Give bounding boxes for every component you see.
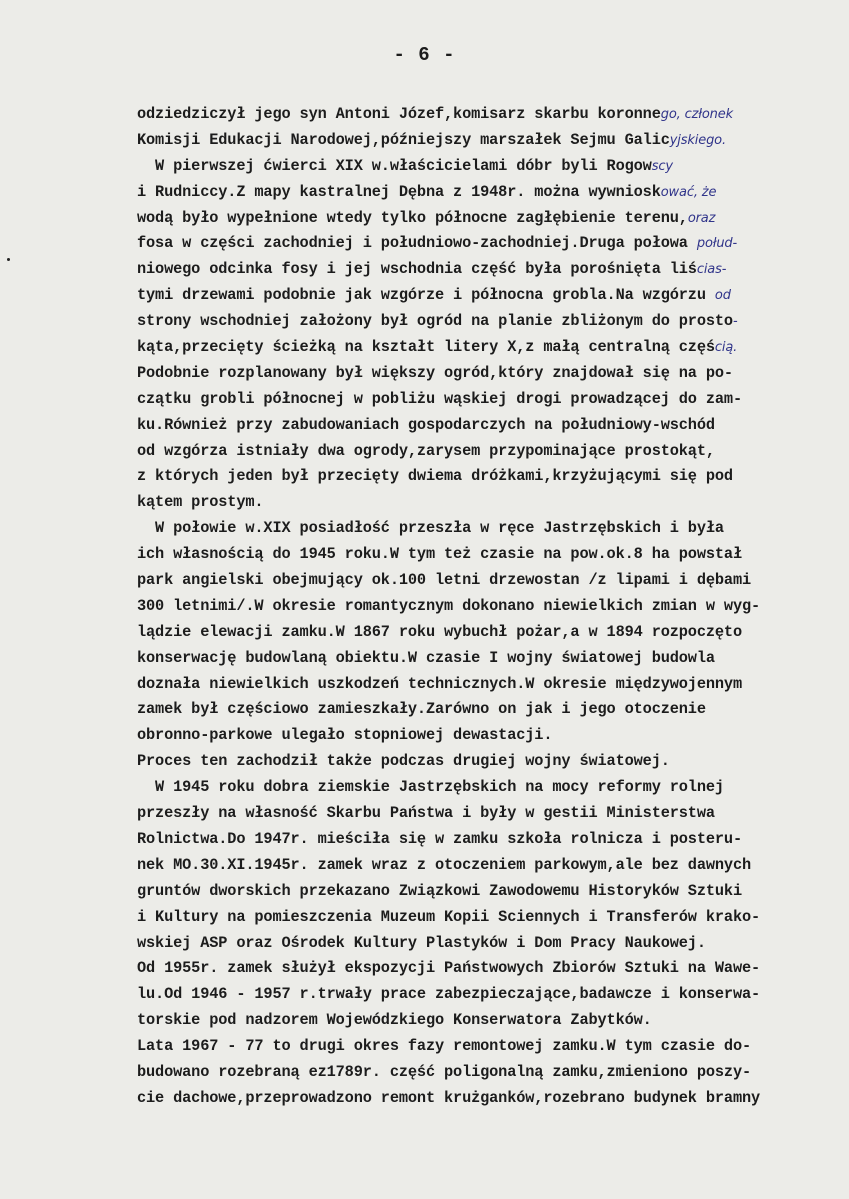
- handwritten-note: połud-: [696, 236, 738, 252]
- text-line: [137, 490, 837, 516]
- typed-text: Lata 1967 - 77 to drugi okres fazy remontowej zamku.W tym czasie do-: [137, 1037, 752, 1056]
- typed-text: W 1945 roku dobra ziemskie Jastrzębskich na mocy reformy rolnej: [137, 778, 724, 797]
- typed-text: cie dachowe,przeprowadzono remont krużganków,rozebrano budynek bramny: [137, 1088, 761, 1107]
- handwritten-note: -: [732, 314, 738, 330]
- handwritten-note: scy: [651, 158, 673, 174]
- text-line: [137, 905, 837, 931]
- text-line: [137, 594, 837, 620]
- typed-text: kątem prostym.: [137, 493, 264, 512]
- typed-text: ich własnością do 1945 roku.W tym też czasie na pow.ok.8 ha powstał: [137, 545, 742, 564]
- handwritten-note: cias-: [696, 262, 727, 278]
- typed-text: z których jeden był przecięty dwiema dróżkami,krzyżującymi się pod: [137, 467, 733, 486]
- text-line: [137, 335, 837, 361]
- text-line: [137, 542, 837, 568]
- text-line: [137, 697, 837, 723]
- text-line: [137, 283, 837, 309]
- handwritten-note: oraz: [687, 210, 716, 226]
- typed-text: kąta,przecięty ścieżką na kształt litery X,z małą centralną częś: [137, 338, 715, 357]
- typed-text: strony wschodniej założony był ogród na planie zbliżonym do prosto: [137, 312, 733, 331]
- typed-text: Proces ten zachodził także podczas drugiej wojny światowej.: [137, 752, 670, 771]
- text-line: [137, 154, 837, 180]
- text-line: [137, 672, 837, 698]
- handwritten-note: cią.: [714, 340, 738, 356]
- text-line: [137, 723, 837, 749]
- typed-text: 300 letnimi/.W okresie romantycznym dokonano niewielkich zmian w wyg-: [137, 596, 761, 615]
- typed-text: Rolnictwa.Do 1947r. mieściła się w zamku szkoła rolnicza i posteru-: [137, 829, 742, 848]
- page-number: - 6 -: [393, 44, 456, 66]
- text-line: [137, 231, 837, 257]
- handwritten-note: go, członek: [660, 107, 733, 122]
- typed-text: doznała niewielkich uszkodzeń technicznych.W okresie międzywojennym: [137, 674, 742, 693]
- typed-text: odziedziczył jego syn Antoni Józef,komisarz skarbu koronne: [137, 105, 661, 123]
- margin-mark: [7, 258, 10, 261]
- text-line: [137, 464, 837, 490]
- handwritten-note: od: [714, 288, 731, 304]
- typed-text: wskiej ASP oraz Ośrodek Kultury Plastyków i Dom Pracy Naukowej.: [137, 933, 706, 952]
- typed-text: budowano rozebraną ez1789r. część poligonalną zamku,zmieniono poszy-: [137, 1062, 752, 1081]
- typed-text: wodą było wypełnione wtedy tylko północne zagłębienie terenu,: [137, 208, 688, 227]
- text-line: [137, 309, 837, 335]
- text-line: [137, 1008, 837, 1034]
- text-line: [137, 180, 837, 206]
- text-line: [137, 439, 837, 465]
- typed-text: przeszły na własność Skarbu Państwa i były w gestii Ministerstwa: [137, 804, 715, 823]
- typed-text: W pierwszej ćwierci XIX w.właścicielami dóbr byli Rogow: [137, 156, 652, 175]
- typed-text: Od 1955r. zamek służył ekspozycji Państwowych Zbiorów Sztuki na Wawe-: [137, 959, 761, 978]
- typed-text: i Kultury na pomieszczenia Muzeum Kopii Sciennych i Transferów krako-: [137, 907, 761, 926]
- typed-text: torskie pod nadzorem Wojewódzkiego Konserwatora Zabytków.: [137, 1011, 652, 1030]
- text-line: [137, 853, 837, 879]
- typed-text: lu.Od 1946 - 1957 r.trwały prace zabezpieczające,badawcze i konserwa-: [137, 985, 761, 1004]
- typed-text: Komisji Edukacji Narodowej,późniejszy marszałek Sejmu Galic: [137, 130, 670, 149]
- text-line: [137, 1060, 837, 1086]
- text-line: [137, 775, 837, 801]
- text-line: [137, 620, 837, 646]
- typed-text: fosa w części zachodniej i południowo-zachodniej.Druga połowa: [137, 234, 697, 253]
- text-line: [137, 749, 837, 775]
- typed-text: park angielski obejmujący ok.100 letni drzewostan /z lipami i dębami: [137, 571, 752, 590]
- text-line: [137, 102, 837, 128]
- typed-text: zamek był częściowo zamieszkały.Zarówno on jak i jego otoczenie: [137, 700, 706, 719]
- handwritten-note: yjskiego.: [669, 132, 726, 148]
- text-line: [137, 646, 837, 672]
- text-line: [137, 413, 837, 439]
- text-line: [137, 931, 837, 957]
- typed-text: niowego odcinka fosy i jej wschodnia część była porośnięta liś: [137, 260, 697, 279]
- text-line: [137, 879, 837, 905]
- text-line: [137, 801, 837, 827]
- typed-text: Podobnie rozplanowany był większy ogród,który znajdował się na po-: [137, 363, 733, 382]
- handwritten-note: ować, że: [660, 184, 717, 200]
- text-line: [137, 956, 837, 982]
- typed-text: W połowie w.XIX posiadłość przeszła w ręce Jastrzębskich i była: [137, 519, 724, 538]
- text-line: [137, 1034, 837, 1060]
- typed-text: od wzgórza istniały dwa ogrody,zarysem przypominające prostokąt,: [137, 441, 715, 460]
- text-line: [137, 568, 837, 594]
- text-line: [137, 387, 837, 413]
- text-line: [137, 516, 837, 542]
- text-line: [137, 257, 837, 283]
- text-line: [137, 1086, 837, 1112]
- typed-body-text: [137, 102, 837, 1112]
- typed-text: konserwację budowlaną obiektu.W czasie I wojny światowej budowla: [137, 648, 715, 667]
- text-line: [137, 982, 837, 1008]
- typed-text: nek MO.30.XI.1945r. zamek wraz z otoczeniem parkowym,ale bez dawnych: [137, 855, 752, 874]
- typed-text: lądzie elewacji zamku.W 1867 roku wybuchł pożar,a w 1894 rozpoczęto: [137, 622, 742, 641]
- typed-text: czątku grobli północnej w pobliżu wąskiej drogi prowadzącej do zam-: [137, 389, 742, 408]
- text-line: [137, 827, 837, 853]
- typed-text: tymi drzewami podobnie jak wzgórze i północna grobla.Na wzgórzu: [137, 286, 715, 305]
- text-line: [137, 128, 837, 154]
- typed-text: i Rudniccy.Z mapy kastralnej Dębna z 1948r. można wywniosk: [137, 182, 661, 201]
- typed-text: gruntów dworskich przekazano Związkowi Zawodowemu Historyków Sztuki: [137, 881, 742, 900]
- text-line: [137, 206, 837, 232]
- typed-text: ku.Również przy zabudowaniach gospodarczych na południowy-wschód: [137, 415, 715, 434]
- text-line: [137, 361, 837, 387]
- typed-text: obronno-parkowe ulegało stopniowej dewastacji.: [137, 726, 553, 745]
